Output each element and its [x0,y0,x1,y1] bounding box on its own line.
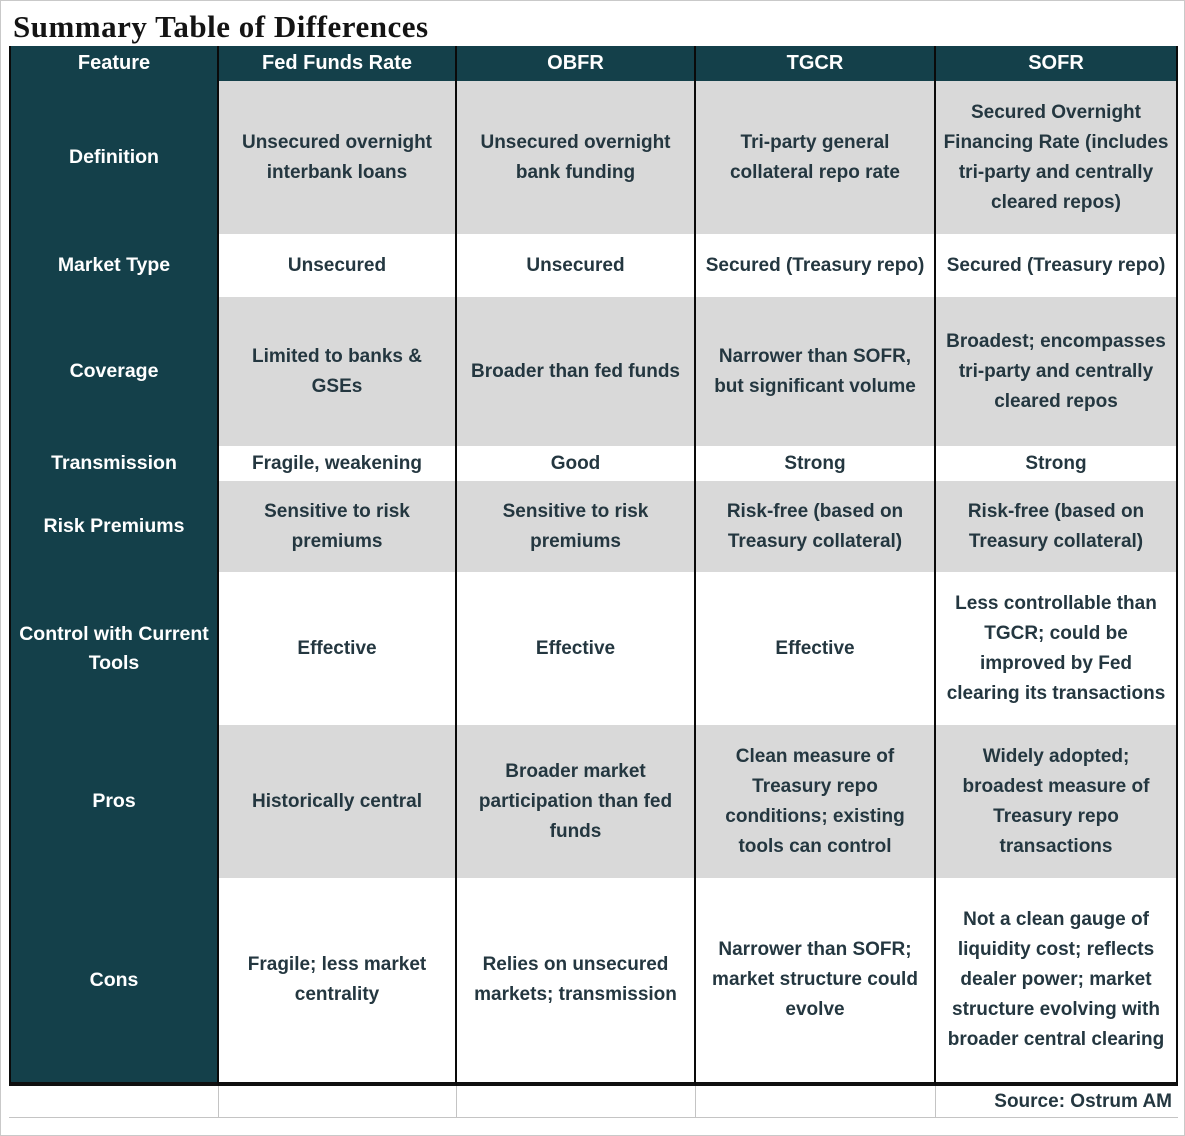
data-cell: Unsecured overnight bank funding [457,81,696,234]
column-header-sofr: SOFR [936,46,1178,81]
data-cell: Unsecured [219,234,457,297]
data-cell: Effective [219,572,457,725]
data-cell: Fragile, weakening [219,446,457,481]
data-cell: Effective [696,572,936,725]
data-cell: Narrower than SOFR; market structure could evolve [696,878,936,1086]
table-row [9,81,1178,234]
data-cell: Strong [936,446,1178,481]
data-cell: Broader than fed funds [457,297,696,446]
data-cell: Effective [457,572,696,725]
feature-cell: Control with Current Tools [9,572,219,725]
data-cell: Strong [696,446,936,481]
table-row [9,297,1178,446]
source-row [9,1086,1178,1118]
feature-cell: Cons [9,878,219,1086]
source-note: Source: Ostrum AM [936,1086,1178,1118]
data-cell: Less controllable than TGCR; could be improved by Fed clearing its transactions [936,572,1178,725]
table-body [9,81,1178,1086]
table-row [9,878,1178,1086]
feature-cell: Definition [9,81,219,234]
data-cell: Tri-party general collateral repo rate [696,81,936,234]
data-cell: Unsecured [457,234,696,297]
data-cell: Not a clean gauge of liquidity cost; reflects dealer power; market structure evolving with broader central clearing [936,878,1178,1086]
data-cell: Sensitive to risk premiums [219,481,457,572]
table-header [9,46,1178,81]
table-footer [9,1086,1178,1118]
column-header-tgcr: TGCR [696,46,936,81]
column-header-feature: Feature [9,46,219,81]
data-cell: Sensitive to risk premiums [457,481,696,572]
column-header-obfr: OBFR [457,46,696,81]
feature-cell: Risk Premiums [9,481,219,572]
data-cell: Secured (Treasury repo) [936,234,1178,297]
header-row [9,46,1178,81]
footer-empty-cell [219,1086,457,1118]
footer-empty-cell [457,1086,696,1118]
data-cell: Secured (Treasury repo) [696,234,936,297]
data-cell: Secured Overnight Financing Rate (includes tri-party and centrally cleared repos) [936,81,1178,234]
table-row [9,481,1178,572]
data-cell: Widely adopted; broadest measure of Treasury repo transactions [936,725,1178,878]
feature-cell: Market Type [9,234,219,297]
column-header-fed-funds-rate: Fed Funds Rate [219,46,457,81]
data-cell: Risk-free (based on Treasury collateral) [936,481,1178,572]
data-cell: Clean measure of Treasury repo conditions; existing tools can control [696,725,936,878]
table-row [9,725,1178,878]
feature-cell: Transmission [9,446,219,481]
footer-empty-cell [9,1086,219,1118]
page-title: Summary Table of Differences [13,9,429,44]
table-row [9,446,1178,481]
summary-table [9,46,1178,1118]
data-cell: Relies on unsecured markets; transmission [457,878,696,1086]
data-cell: Historically central [219,725,457,878]
feature-cell: Pros [9,725,219,878]
table-row [9,234,1178,297]
footer-empty-cell [696,1086,936,1118]
data-cell: Broader market participation than fed funds [457,725,696,878]
table-row [9,572,1178,725]
data-cell: Unsecured overnight interbank loans [219,81,457,234]
data-cell: Risk-free (based on Treasury collateral) [696,481,936,572]
feature-cell: Coverage [9,297,219,446]
data-cell: Narrower than SOFR, but significant volume [696,297,936,446]
data-cell: Fragile; less market centrality [219,878,457,1086]
data-cell: Limited to banks & GSEs [219,297,457,446]
data-cell: Broadest; encompasses tri-party and centrally cleared repos [936,297,1178,446]
data-cell: Good [457,446,696,481]
